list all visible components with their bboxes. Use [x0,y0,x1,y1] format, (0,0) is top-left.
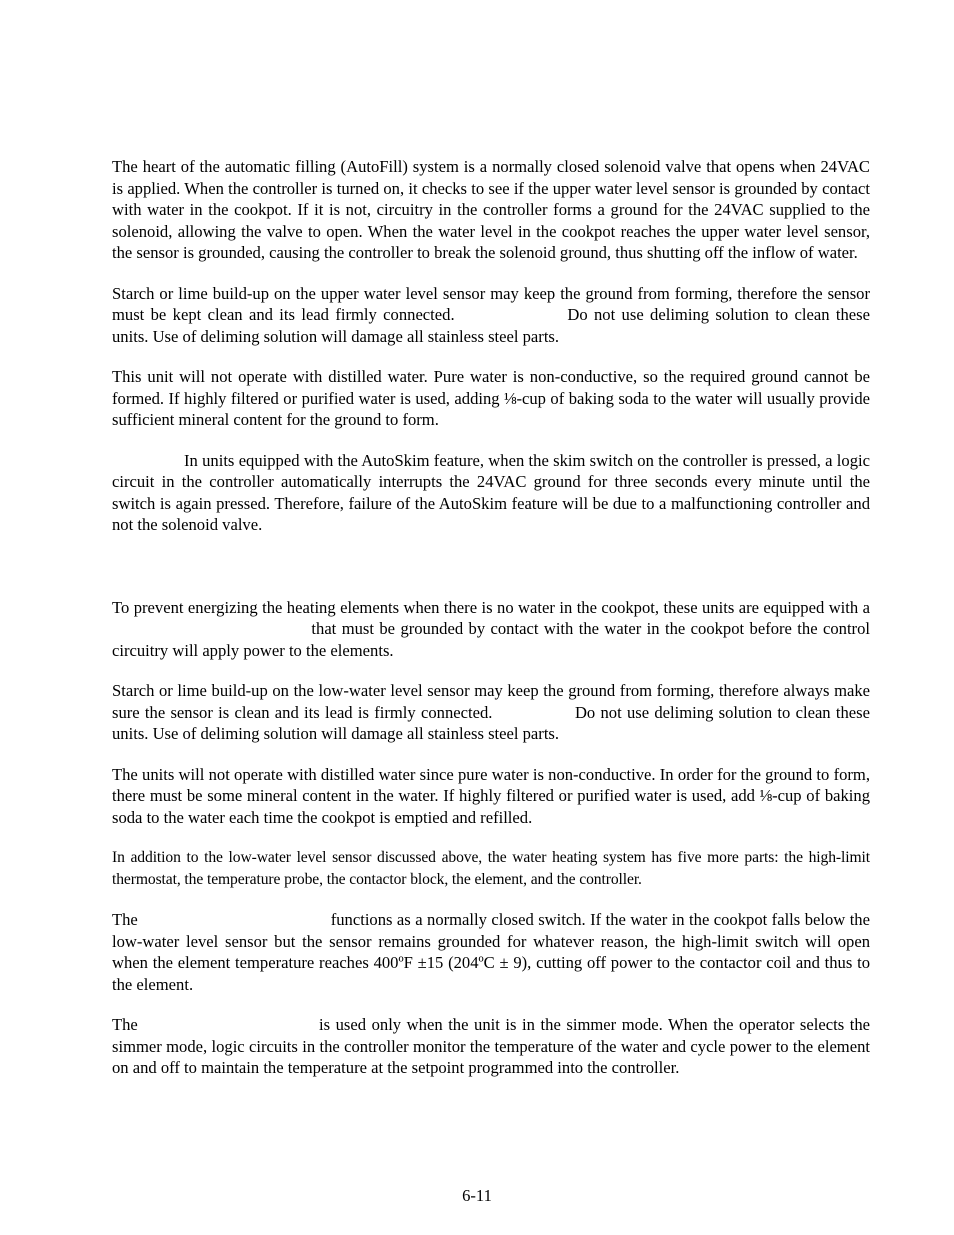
autoskim-paragraph [112,450,870,536]
distilled-water-text: This unit will not operate with distilled water. Pure water is non-conductive, so the required ground cannot be formed. If highly filtered or purified water is used, adding ⅛-cup of baking soda to the water will usually provide sufficient mineral content for the ground to form. [112,367,870,429]
section-heading-gap [112,555,870,597]
document-body [112,156,870,1098]
distilled-water-paragraph [112,366,870,431]
high-limit-paragraph [112,909,870,995]
low-sensor-text: Starch or lime build-up on the low-water level sensor may keep the ground from forming, therefore always make sure the sensor is clean and its lead is firmly connected. [112,681,870,722]
distilled-water-text-2: The units will not operate with distilled water since pure water is non-conductive. In order for the ground to form, there must be some mineral content in the water. If highly filtered or purified water is used, add ⅛-cup of baking soda to the water each time the cookpot is emptied and refilled. [112,764,870,827]
low-sensor-paragraph [112,680,870,745]
heating-parts-text: In addition to the low-water level sensor discussed above, the water heating system has five more parts: the high-limit thermostat, the temperature probe, the contactor block, the element, and the controller. [112,849,870,888]
probe-text-start: The [112,1015,138,1034]
upper-sensor-deliming-text: Do not use deliming solution to clean these units. Use of deliming solution will damage all stainless steel parts. [112,305,870,346]
autofill-paragraph [112,156,870,264]
low-water-text-end: that must be grounded by contact with the water in the cookpot before the control circuitry will apply power to the elements. [112,619,870,660]
distilled-water-paragraph-2 [112,764,870,829]
upper-sensor-text: Starch or lime build-up on the upper water level sensor may keep the ground from forming, therefore the sensor must be kept clean and its lead firmly connected. [112,283,870,324]
low-water-paragraph [112,597,870,662]
probe-text-end: is used only when the unit is in the simmer mode. When the operator selects the simmer mode, logic circuits in the controller monitor the temperature of the water and cycle power to the element on and off to maintain the temperature at the setpoint programmed into the controller. [112,1015,870,1077]
low-sensor-deliming-text: Do not use deliming solution to clean these units. Use of deliming solution will damage all stainless steel parts. [112,702,870,743]
autoskim-text: In units equipped with the AutoSkim feature, when the skim switch on the controller is pressed, a logic circuit in the controller automatically interrupts the 24VAC ground for three seconds every minute until the switch is again pressed. Therefore, failure of the AutoSkim feature will be due to a malfunctioning controller and not the solenoid valve. [112,450,870,534]
high-limit-text-start: The [112,910,138,929]
autofill-text: The heart of the automatic filling (AutoFill) system is a normally closed solenoid valve that opens when 24VAC is applied. When the controller is turned on, it checks to see if the upper water level sensor is grounded by contact with water in the cookpot. If it is not, circuitry in the controller forms a ground for the 24VAC supplied to the solenoid, allowing the valve to open. When the water level in the cookpot reaches the upper water level sensor, the sensor is grounded, causing the controller to break the solenoid ground, thus shutting off the inflow of water. [112,157,870,262]
high-limit-text-end: functions as a normally closed switch. If the water in the cookpot falls below the low-water level sensor but the sensor remains grounded for whatever reason, the high-limit switch will open when the element temperature reaches 400ºF ±15 (204ºC ± 9), cutting off power to the contactor coil and thus to the element. [112,910,870,994]
heating-parts-paragraph [112,847,870,890]
low-water-text-start: To prevent energizing the heating elements when there is no water in the cookpot, these units are equipped with a [112,597,870,617]
upper-sensor-paragraph [112,283,870,348]
temperature-probe-paragraph [112,1014,870,1079]
page-number: 6-11 [462,1186,492,1205]
